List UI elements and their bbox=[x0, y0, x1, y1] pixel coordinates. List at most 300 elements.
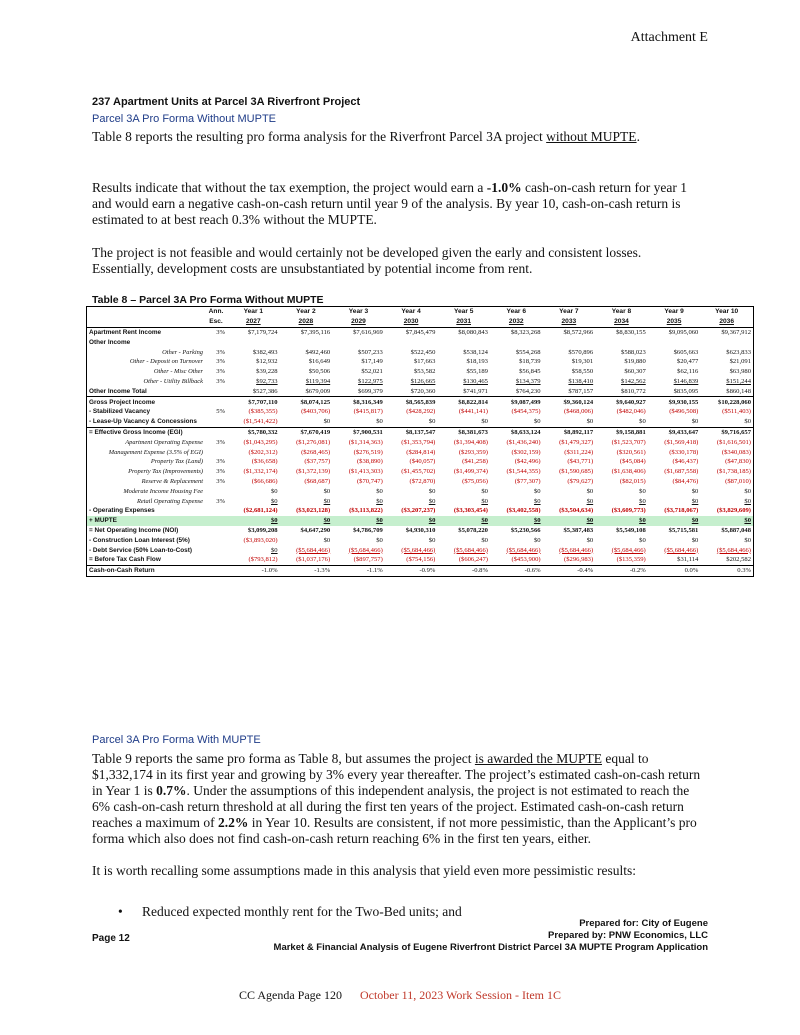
row-value: ($302,159) bbox=[511, 448, 541, 456]
row-value: $0 bbox=[323, 497, 331, 505]
row-escalation: 3% bbox=[216, 477, 225, 485]
row-value: $0 bbox=[332, 516, 385, 526]
row-value: ($3,718,067) bbox=[664, 507, 699, 515]
row-value: $8,822,814 bbox=[437, 397, 490, 407]
row-value: $764,230 bbox=[515, 387, 541, 395]
row-value: ($3,303,454) bbox=[453, 507, 488, 515]
row-value: ($41,258) bbox=[462, 458, 488, 466]
row-value: $0 bbox=[533, 536, 541, 544]
row-value: $8,080,843 bbox=[458, 328, 488, 336]
row-value: 0.3% bbox=[700, 565, 753, 575]
row-value: -0.9% bbox=[385, 565, 438, 575]
pro-forma-table bbox=[86, 306, 754, 577]
row-value: $12,932 bbox=[256, 358, 278, 366]
row-value: $0 bbox=[639, 536, 646, 544]
row-label: = Effective Gross Income (EGI) bbox=[87, 427, 205, 437]
row-value: $0 bbox=[639, 497, 646, 505]
row-value: ($1,394,408) bbox=[453, 438, 488, 446]
row-value: $835,095 bbox=[673, 387, 699, 395]
row-escalation bbox=[205, 506, 227, 516]
row-label: Property Tax (Improvements) bbox=[128, 468, 203, 476]
row-value: $130,465 bbox=[463, 377, 488, 385]
row-value: $810,772 bbox=[621, 387, 646, 395]
row-value: ($276,519) bbox=[353, 448, 383, 456]
row-escalation bbox=[205, 516, 227, 526]
row-value: $52,021 bbox=[361, 368, 383, 376]
row-value: $522,450 bbox=[410, 348, 436, 356]
header-year: Year 10 bbox=[715, 308, 739, 316]
row-value: ($84,476) bbox=[672, 477, 699, 485]
row-value: ($1,616,501) bbox=[716, 438, 751, 446]
row-value: $0 bbox=[490, 516, 543, 526]
row-value: ($415,817) bbox=[353, 408, 383, 416]
row-value: $56,845 bbox=[519, 368, 541, 376]
row-label: Moderate Income Housing Fee bbox=[123, 487, 203, 495]
row-escalation bbox=[205, 565, 227, 575]
row-value: ($311,224) bbox=[564, 448, 594, 456]
row-value: $8,633,124 bbox=[490, 427, 543, 437]
row-value: $0 bbox=[691, 497, 699, 505]
footer-page-number: Page 12 bbox=[92, 933, 130, 944]
header-year: Year 3 bbox=[348, 308, 369, 316]
row-label: Property Tax (Land) bbox=[150, 458, 203, 466]
row-value: $5,780,332 bbox=[227, 427, 280, 437]
row-value: ($87,010) bbox=[725, 477, 751, 485]
row-escalation: 3% bbox=[216, 438, 225, 446]
row-value: $0 bbox=[744, 497, 751, 505]
row-value: $8,572,966 bbox=[563, 328, 594, 336]
row-label: Other - Parking bbox=[162, 348, 203, 356]
row-value: $0 bbox=[639, 418, 646, 426]
row-escalation bbox=[205, 337, 227, 347]
row-value: $0 bbox=[691, 418, 699, 426]
table-row bbox=[87, 367, 753, 377]
row-value: ($5,684,466) bbox=[664, 546, 699, 554]
row-value: ($606,247) bbox=[458, 556, 488, 564]
row-value: ($47,830) bbox=[725, 458, 751, 466]
row-value: $126,665 bbox=[410, 377, 436, 385]
row-escalation: 3% bbox=[216, 368, 225, 376]
table-row bbox=[87, 496, 753, 506]
subheading-without-mupte: Parcel 3A Pro Forma Without MUPTE bbox=[92, 113, 276, 125]
row-value: ($1,372,139) bbox=[296, 468, 331, 476]
row-value: ($468,006) bbox=[564, 408, 594, 416]
row-value: ($5,684,466) bbox=[348, 546, 383, 554]
table-row bbox=[87, 467, 753, 477]
row-value: ($453,900) bbox=[511, 556, 541, 564]
row-value: $0 bbox=[323, 536, 331, 544]
row-value: $0 bbox=[481, 418, 488, 426]
row-value: -0.4% bbox=[543, 565, 596, 575]
row-value: $5,887,048 bbox=[721, 526, 751, 534]
paragraph-assumptions: It is worth recalling some assumptions made in this analysis that yield even more pessimistic results: bbox=[92, 863, 637, 878]
row-value: $0 bbox=[481, 497, 488, 505]
subheading-with-mupte: Parcel 3A Pro Forma With MUPTE bbox=[92, 734, 261, 746]
row-value: $53,582 bbox=[413, 368, 436, 376]
agenda-footer: CC Agenda Page 120 October 11, 2023 Work Session - Item 1C bbox=[238, 988, 561, 1002]
row-value: $21,091 bbox=[729, 358, 751, 366]
header-year: Year 8 bbox=[611, 308, 632, 316]
row-value: -0.6% bbox=[490, 565, 543, 575]
row-value: $0 bbox=[586, 487, 594, 495]
row-value: $0 bbox=[323, 487, 331, 495]
row-value: $0 bbox=[280, 516, 333, 526]
header-year: 2027 bbox=[227, 317, 280, 327]
row-value: $138,410 bbox=[568, 377, 594, 385]
row-label: Other - Utility Billback bbox=[143, 377, 203, 385]
row-value: $605,663 bbox=[673, 348, 699, 356]
row-value: ($1,413,303) bbox=[348, 468, 383, 476]
row-value: $554,268 bbox=[515, 348, 541, 356]
row-value: $3,099,208 bbox=[247, 526, 278, 534]
table-row bbox=[87, 417, 753, 427]
row-value: ($320,561) bbox=[616, 448, 646, 456]
row-value: $202,582 bbox=[726, 556, 751, 564]
paragraph-intro: Table 8 reports the resulting pro forma analysis for the Riverfront Parcel 3A project without MUPTE. bbox=[92, 129, 640, 144]
row-value: ($2,681,124) bbox=[243, 507, 278, 515]
table-row bbox=[87, 526, 753, 536]
row-escalation: 3% bbox=[216, 358, 225, 366]
row-value: ($1,638,406) bbox=[611, 468, 646, 476]
row-value: -1.3% bbox=[280, 565, 333, 575]
row-value: ($482,046) bbox=[616, 408, 646, 416]
row-value: $0 bbox=[586, 536, 594, 544]
table-row bbox=[87, 386, 753, 396]
row-escalation bbox=[205, 447, 227, 457]
row-value: $17,149 bbox=[361, 358, 383, 366]
row-value: ($496,508) bbox=[669, 408, 699, 416]
row-value bbox=[280, 337, 333, 347]
row-label: Apartment Operating Expense bbox=[125, 438, 203, 446]
row-label: + MUPTE bbox=[87, 516, 205, 526]
row-value: $4,647,290 bbox=[300, 526, 331, 534]
row-value bbox=[648, 337, 701, 347]
row-value: $8,830,155 bbox=[616, 328, 646, 336]
row-value: ($202,312) bbox=[248, 448, 278, 456]
row-label: Other Income Total bbox=[89, 387, 147, 395]
row-label: - Stabilized Vacancy bbox=[89, 408, 151, 416]
table-header-row bbox=[87, 307, 753, 317]
row-value: $0 bbox=[428, 536, 436, 544]
row-label: Cash-on-Cash Return bbox=[87, 565, 205, 575]
row-value: $9,640,927 bbox=[595, 397, 648, 407]
row-value: $31,114 bbox=[677, 556, 699, 564]
row-value: $0 bbox=[481, 487, 488, 495]
row-value: ($1,353,794) bbox=[401, 438, 436, 446]
row-value: $0 bbox=[533, 497, 541, 505]
row-value: ($1,455,702) bbox=[401, 468, 436, 476]
header-year: 2035 bbox=[648, 317, 701, 327]
row-value: $527,386 bbox=[252, 387, 278, 395]
row-value: $7,670,419 bbox=[280, 427, 333, 437]
row-value: $0 bbox=[648, 516, 701, 526]
header-year: Year 9 bbox=[664, 308, 684, 316]
row-value: $8,074,125 bbox=[280, 397, 333, 407]
row-value: $8,316,349 bbox=[332, 397, 385, 407]
header-year: 2030 bbox=[385, 317, 438, 327]
row-value: ($330,178) bbox=[669, 448, 699, 456]
row-value: $60,307 bbox=[624, 368, 646, 376]
row-value: $0 bbox=[586, 418, 594, 426]
row-label: Reserve & Replacement bbox=[141, 477, 203, 485]
row-value: ($1,436,240) bbox=[506, 438, 541, 446]
table-row bbox=[87, 347, 753, 357]
row-label: - Operating Expenses bbox=[89, 507, 155, 515]
row-value: $623,833 bbox=[726, 348, 751, 356]
table-row bbox=[87, 407, 753, 417]
row-value: $8,565,839 bbox=[385, 397, 438, 407]
row-value: $5,078,220 bbox=[458, 526, 488, 534]
row-value: ($66,686) bbox=[251, 477, 278, 485]
row-value: ($43,771) bbox=[567, 458, 594, 466]
row-value: ($5,684,466) bbox=[716, 546, 751, 554]
row-value: ($268,465) bbox=[301, 448, 331, 456]
row-label: Apartment Rent Income bbox=[89, 328, 162, 336]
row-value: ($511,403) bbox=[722, 408, 751, 416]
row-value: $0 bbox=[744, 418, 751, 426]
row-value: $122,975 bbox=[358, 377, 383, 385]
row-value: $720,360 bbox=[410, 387, 436, 395]
row-value: $9,433,647 bbox=[648, 427, 701, 437]
row-value: $20,477 bbox=[676, 358, 699, 366]
row-value: $570,896 bbox=[568, 348, 594, 356]
row-value: ($5,684,466) bbox=[611, 546, 646, 554]
row-value: $19,880 bbox=[624, 358, 646, 366]
row-value: $0 bbox=[691, 487, 699, 495]
header-escalation: Ann. bbox=[208, 308, 224, 316]
row-value: ($3,893,020) bbox=[243, 536, 278, 544]
row-value: ($897,757) bbox=[353, 556, 383, 564]
row-value: ($385,355) bbox=[248, 408, 278, 416]
row-value: ($75,056) bbox=[462, 477, 488, 485]
header-year: 2032 bbox=[490, 317, 543, 327]
table-row bbox=[87, 327, 753, 337]
header-year: 2031 bbox=[437, 317, 490, 327]
row-value: ($754,156) bbox=[406, 556, 436, 564]
header-year: 2034 bbox=[595, 317, 648, 327]
row-value: $5,549,108 bbox=[616, 526, 646, 534]
row-value: $18,193 bbox=[466, 358, 488, 366]
table-row bbox=[87, 437, 753, 447]
row-value: -1.0% bbox=[227, 565, 280, 575]
row-value: ($38,890) bbox=[356, 458, 383, 466]
row-value: ($5,684,466) bbox=[296, 546, 331, 554]
row-value: $17,663 bbox=[413, 358, 436, 366]
row-label: Gross Project Income bbox=[87, 397, 205, 407]
row-value: ($1,037,176) bbox=[296, 556, 331, 564]
row-value: $5,387,483 bbox=[563, 526, 594, 534]
header-escalation: Esc. bbox=[205, 317, 227, 327]
row-value: $18,739 bbox=[519, 358, 541, 366]
row-value: $55,189 bbox=[466, 368, 488, 376]
row-value: ($793,812) bbox=[248, 556, 278, 564]
row-value: $142,562 bbox=[621, 377, 646, 385]
row-value bbox=[227, 337, 280, 347]
header-year: 2028 bbox=[280, 317, 333, 327]
table-row bbox=[87, 377, 753, 387]
row-value: $0 bbox=[271, 487, 278, 495]
row-value: $0 bbox=[543, 516, 596, 526]
row-label: Other Income bbox=[89, 338, 131, 346]
row-value: $19,301 bbox=[571, 358, 594, 366]
row-value: $538,124 bbox=[463, 348, 488, 356]
row-label: - Lease-Up Vacancy & Concessions bbox=[89, 418, 197, 426]
header-year: Year 7 bbox=[559, 308, 579, 316]
row-value bbox=[595, 337, 648, 347]
row-label: Other - Misc Other bbox=[153, 368, 203, 376]
row-value: ($454,375) bbox=[511, 408, 541, 416]
row-value: ($1,569,418) bbox=[664, 438, 699, 446]
row-value: $588,023 bbox=[621, 348, 646, 356]
table-row bbox=[87, 565, 753, 575]
row-value: ($1,687,558) bbox=[664, 468, 699, 476]
row-escalation bbox=[205, 535, 227, 545]
row-value: $0 bbox=[271, 497, 278, 505]
row-value: $8,137,547 bbox=[385, 427, 438, 437]
table-row bbox=[87, 516, 753, 526]
row-value: ($68,687) bbox=[304, 477, 331, 485]
row-value: $9,716,657 bbox=[700, 427, 753, 437]
table-row bbox=[87, 457, 753, 467]
row-escalation bbox=[205, 545, 227, 555]
row-value: $679,009 bbox=[305, 387, 331, 395]
row-value: $8,323,268 bbox=[510, 328, 541, 336]
header-year: Year 6 bbox=[506, 308, 526, 316]
row-value: ($70,747) bbox=[356, 477, 383, 485]
row-value: $0 bbox=[385, 516, 438, 526]
row-value: ($3,023,128) bbox=[296, 507, 331, 515]
row-value: ($1,332,174) bbox=[243, 468, 278, 476]
paragraph-with-mupte: Table 9 reports the same pro forma as Table 8, but assumes the project is awarded the MUPTE equal to $1,332,174 in its first year and growing by 3% every year thereafter. The project’s estimated cash-on-cash return in Year 1 is 0.7%. Under the assumptions of this independent analysis, the project is not estimated to reach the 6% cash-on-cash return threshold at all during the first ten years of the project. Estimated cash-on-cash return reaches a maximum of 2.2% in Year 10. Results are consistent, if not more pessimistic, than the Applicant’s pro forma which also does not find cash-on-cash return reaching 6% in the first ten years, either. bbox=[92, 751, 701, 846]
row-value: $0 bbox=[376, 418, 383, 426]
row-value: ($1,738,185) bbox=[716, 468, 751, 476]
header-blank bbox=[87, 307, 205, 317]
table-row bbox=[87, 397, 753, 407]
row-value: $9,087,499 bbox=[490, 397, 543, 407]
table-row bbox=[87, 447, 753, 457]
row-value: 0.0% bbox=[648, 565, 701, 575]
row-value: $741,971 bbox=[463, 387, 488, 395]
row-value: ($1,043,295) bbox=[243, 438, 278, 446]
row-value: $787,157 bbox=[568, 387, 594, 395]
footer-credits: Prepared for: City of Eugene Prepared by: PNW Economics, LLC Market & Financial Analysis of Eugene Riverfront District Parcel 3A MUPTE Program Application bbox=[273, 918, 708, 953]
row-value: ($72,870) bbox=[409, 477, 436, 485]
row-value: $0 bbox=[271, 546, 278, 554]
attachment-label: Attachment E bbox=[630, 30, 708, 45]
row-value: $0 bbox=[428, 487, 436, 495]
row-value: $9,158,881 bbox=[595, 427, 648, 437]
row-value: $92,733 bbox=[256, 377, 278, 385]
row-value: ($1,479,327) bbox=[559, 438, 594, 446]
table-row bbox=[87, 506, 753, 516]
row-escalation bbox=[205, 427, 227, 437]
row-value: ($3,402,558) bbox=[506, 507, 541, 515]
table-row bbox=[87, 357, 753, 367]
row-value bbox=[385, 337, 438, 347]
row-escalation bbox=[205, 397, 227, 407]
row-value: $0 bbox=[691, 536, 699, 544]
row-value: $9,367,912 bbox=[721, 328, 751, 336]
row-value bbox=[332, 337, 385, 347]
row-value: $62,116 bbox=[677, 368, 699, 376]
row-value: $7,395,116 bbox=[300, 328, 331, 336]
row-value: $4,930,310 bbox=[405, 526, 436, 534]
header-year: Year 1 bbox=[243, 308, 264, 316]
header-year: 2033 bbox=[543, 317, 596, 327]
row-value: ($441,141) bbox=[458, 408, 488, 416]
row-escalation: 3% bbox=[216, 328, 225, 336]
header-year: 2029 bbox=[332, 317, 385, 327]
row-value: $146,839 bbox=[673, 377, 699, 385]
row-value: $58,550 bbox=[571, 368, 594, 376]
header-year: Year 2 bbox=[296, 308, 316, 316]
row-label: = Before Tax Cash Flow bbox=[89, 556, 161, 564]
row-value: $0 bbox=[700, 516, 753, 526]
header-year: 2036 bbox=[700, 317, 753, 327]
row-value: ($1,590,685) bbox=[559, 468, 594, 476]
row-label: Management Expense (3.5% of EGI) bbox=[108, 448, 203, 456]
header-year: Year 5 bbox=[453, 308, 474, 316]
row-value: ($1,544,355) bbox=[506, 468, 541, 476]
row-value: ($5,684,466) bbox=[506, 546, 541, 554]
header-year: Year 4 bbox=[401, 308, 421, 316]
row-escalation bbox=[205, 386, 227, 396]
row-value: $860,148 bbox=[726, 387, 751, 395]
row-value: $699,379 bbox=[358, 387, 383, 395]
row-value: $0 bbox=[639, 487, 646, 495]
row-value: ($5,684,466) bbox=[401, 546, 436, 554]
row-value: ($403,706) bbox=[301, 408, 331, 416]
row-value: ($1,541,422) bbox=[243, 418, 278, 426]
row-escalation bbox=[205, 486, 227, 496]
row-escalation: 3% bbox=[216, 497, 225, 505]
row-value: ($82,015) bbox=[619, 477, 646, 485]
table-row bbox=[87, 427, 753, 437]
row-value: ($296,983) bbox=[564, 556, 594, 564]
row-value: ($293,359) bbox=[458, 448, 488, 456]
row-value: -1.1% bbox=[332, 565, 385, 575]
row-value: $0 bbox=[533, 418, 541, 426]
row-value: $9,360,124 bbox=[543, 397, 596, 407]
row-value: $39,228 bbox=[256, 368, 278, 376]
row-value: $0 bbox=[437, 516, 490, 526]
row-value: $0 bbox=[586, 497, 594, 505]
row-value: $119,394 bbox=[305, 377, 331, 385]
row-value: ($1,276,081) bbox=[296, 438, 331, 446]
row-value: $16,649 bbox=[308, 358, 331, 366]
table-row bbox=[87, 535, 753, 545]
row-value bbox=[490, 337, 543, 347]
row-value: ($3,609,773) bbox=[611, 507, 646, 515]
row-value: -0.2% bbox=[595, 565, 648, 575]
row-value: ($37,757) bbox=[304, 458, 331, 466]
row-value: ($3,829,609) bbox=[716, 507, 751, 515]
row-value: $0 bbox=[595, 516, 648, 526]
row-value: ($40,057) bbox=[409, 458, 436, 466]
row-value: ($428,292) bbox=[406, 408, 436, 416]
table-row bbox=[87, 477, 753, 487]
row-value: $492,460 bbox=[305, 348, 331, 356]
row-value: $7,707,110 bbox=[227, 397, 280, 407]
row-value: $0 bbox=[428, 497, 436, 505]
row-escalation bbox=[205, 526, 227, 536]
row-value: -0.8% bbox=[437, 565, 490, 575]
row-value: $0 bbox=[744, 536, 751, 544]
row-value: ($1,523,707) bbox=[611, 438, 646, 446]
row-value: ($3,207,237) bbox=[401, 507, 436, 515]
row-value: $0 bbox=[428, 418, 436, 426]
row-escalation: 5% bbox=[216, 408, 225, 416]
